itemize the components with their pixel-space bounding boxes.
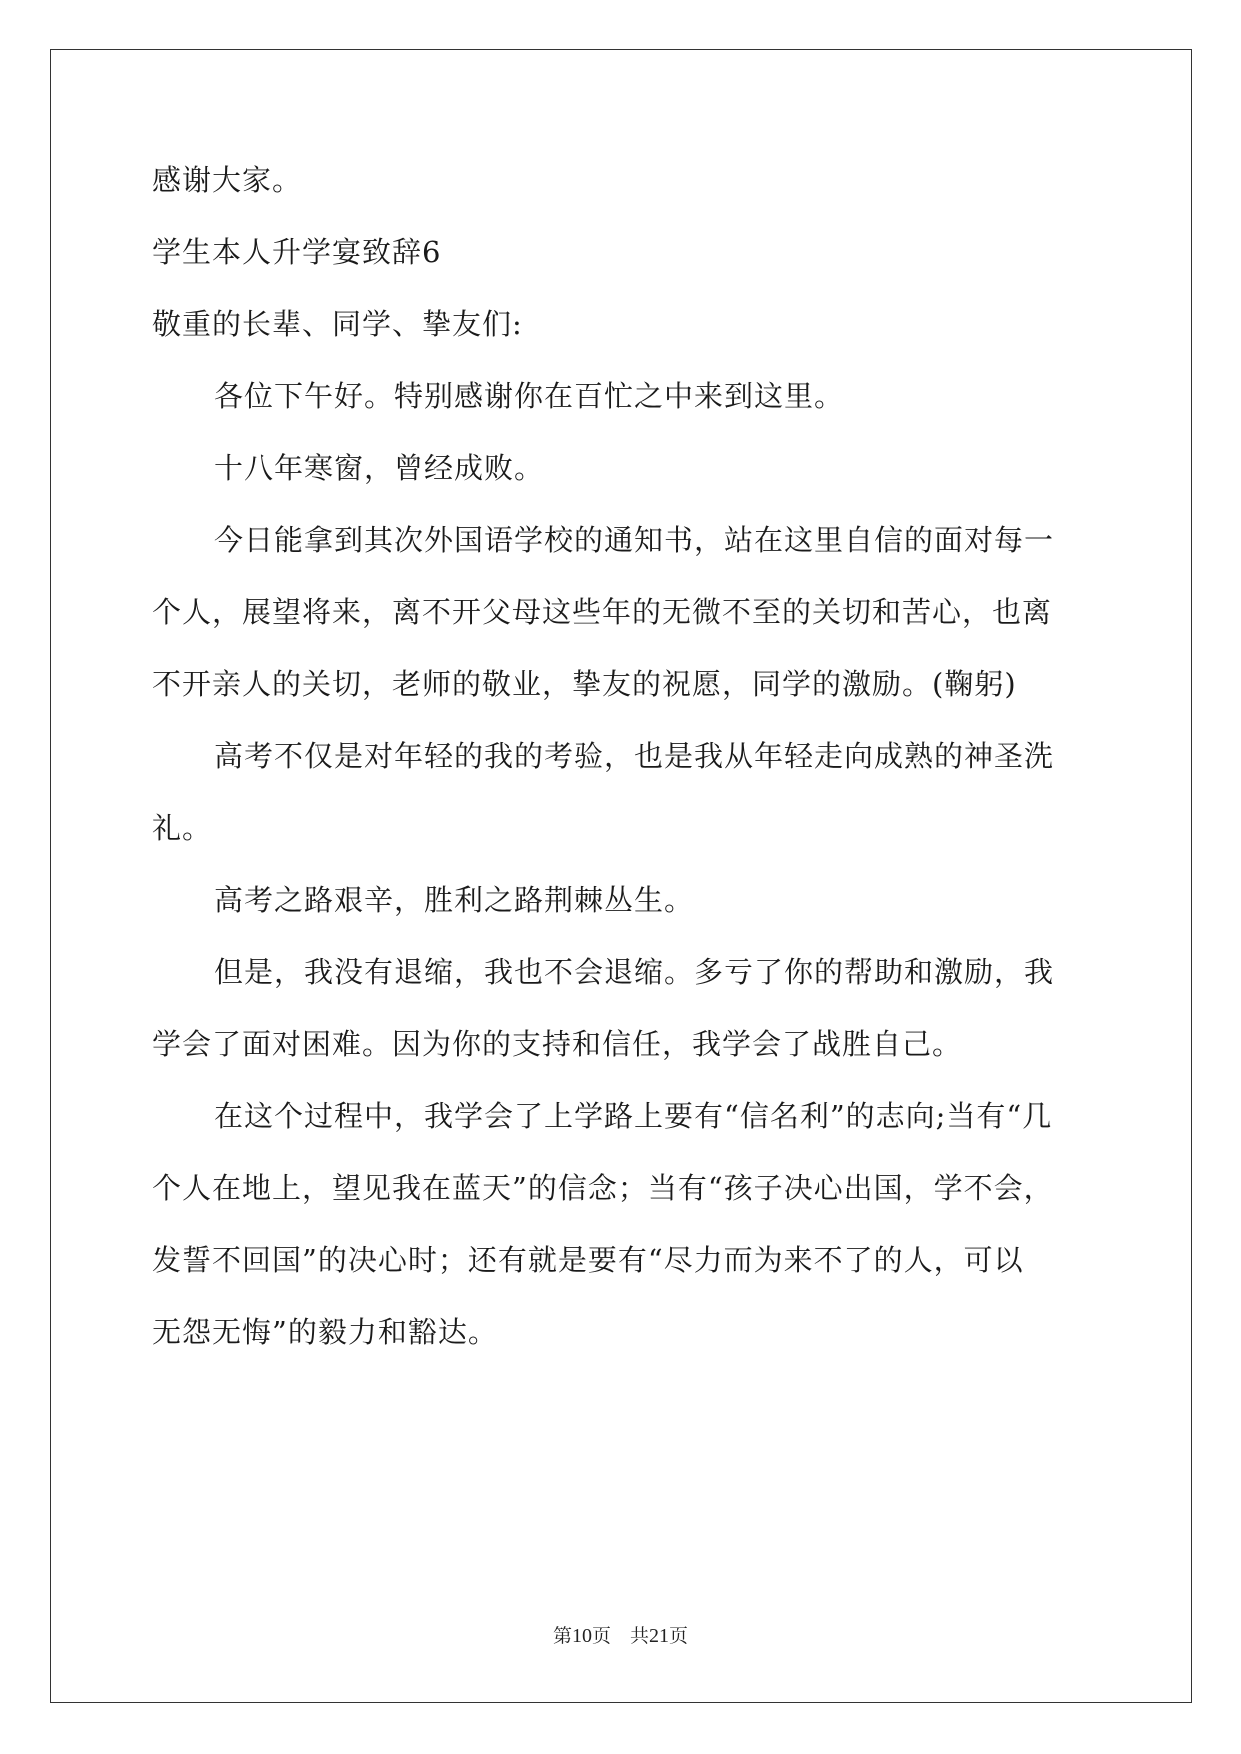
- paragraph-line: 各位下午好。特别感谢你在百忙之中来到这里。: [214, 379, 845, 413]
- page-mid: 页 共: [591, 1625, 649, 1647]
- paragraph-line: 礼。: [152, 811, 213, 845]
- paragraph-line: 学会了面对困难。因为你的支持和信任，我学会了战胜自己。: [152, 1027, 963, 1061]
- paragraph-line: 无怨无悔”的毅力和豁达。: [152, 1315, 498, 1349]
- paragraph-line: 高考不仅是对年轻的我的考验，也是我从年轻走向成熟的神圣洗: [214, 739, 1055, 773]
- page-border: [50, 49, 1192, 1703]
- page-footer: [0, 1624, 1241, 1648]
- paragraph-line: 发誓不回国”的决心时；还有就是要有“尽力而为来不了的人，可以: [152, 1243, 1024, 1277]
- page-number-current: 10: [571, 1625, 592, 1647]
- paragraph-line: 今日能拿到其次外国语学校的通知书，站在这里自信的面对每一: [214, 523, 1055, 557]
- page-suffix: 页: [669, 1625, 689, 1647]
- paragraph-line: 个人，展望将来，离不开父母这些年的无微不至的关切和苦心，也离: [152, 595, 1053, 629]
- closing-line: 感谢大家。: [152, 163, 303, 197]
- page-prefix: 第: [552, 1625, 572, 1647]
- salutation: 敬重的长辈、同学、挚友们:: [152, 307, 523, 341]
- paragraph-line: 十八年寒窗，曾经成败。: [214, 451, 545, 485]
- paragraph-line: 高考之路艰辛，胜利之路荆棘丛生。: [214, 883, 695, 917]
- paragraph-line: 不开亲人的关切，老师的敬业，挚友的祝愿，同学的激励。(鞠躬): [152, 667, 1017, 701]
- paragraph-line: 在这个过程中，我学会了上学路上要有“信名利”的志向;当有“几: [214, 1099, 1053, 1133]
- paragraph-line: 个人在地上，望见我在蓝天”的信念；当有“孩子决心出国，学不会，: [152, 1171, 1054, 1205]
- section-heading: 学生本人升学宴致辞6: [152, 235, 442, 269]
- paragraph-line: 但是，我没有退缩，我也不会退缩。多亏了你的帮助和激励，我: [214, 955, 1055, 989]
- page-number-total: 21: [649, 1625, 669, 1647]
